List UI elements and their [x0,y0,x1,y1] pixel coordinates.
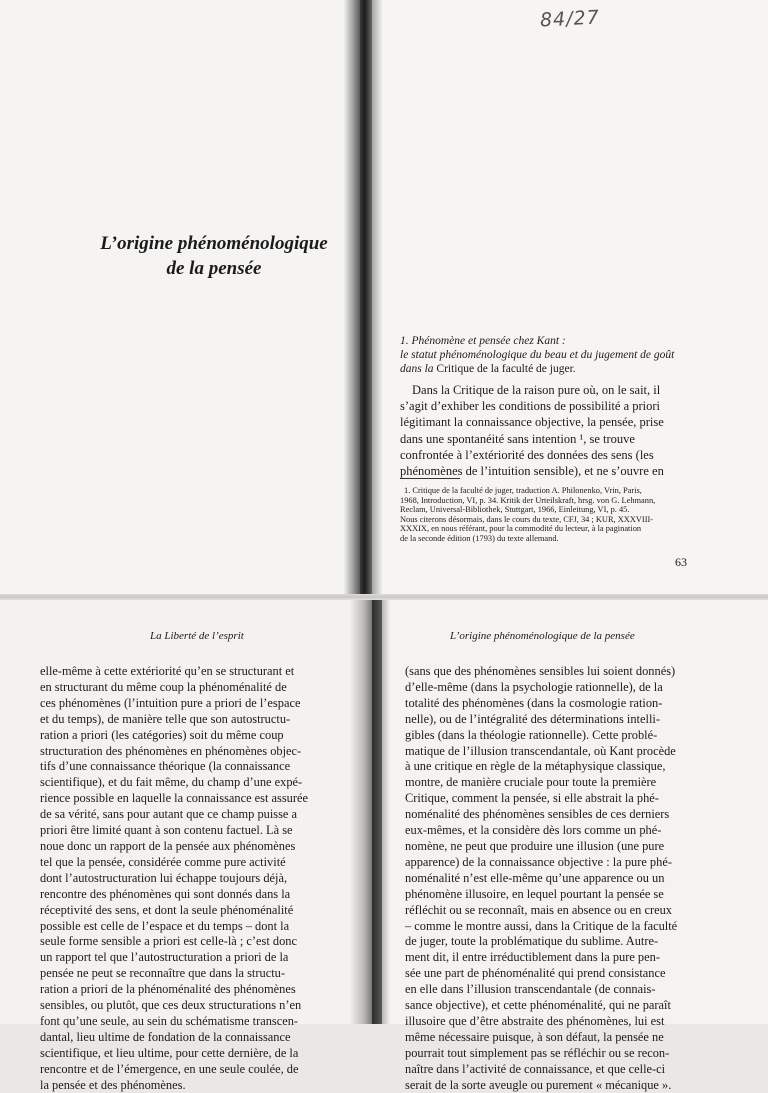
text-line: tifs d’une connaissance théorique (la connaissance [40,759,291,774]
text-line: en structurant du même coup la phénoménalité de [40,679,287,694]
text-line: scientifique, et lieu ultime, pour cette dernière, de la [40,1045,299,1060]
text-line: rencontre et de l’émergence, en une seule coulée, de [40,1061,299,1076]
book-gutter-shadow [350,598,372,1024]
book-gutter-highlight [372,0,382,596]
book-gutter-highlight [382,598,390,1024]
text-line: pourrait tout simplement pas se réfléchir ou se recon- [405,1045,670,1060]
text-line: possible est celle de l’espace et du temps – dont la [40,918,290,933]
text-line: même nécessaire puisque, à son défaut, la pensée ne [405,1029,664,1044]
text-line: rience possible en laquelle la connaissance est assurée [40,791,309,806]
text-line: Critique, comment la pensée, si elle abstrait la phé- [405,791,659,806]
text-line: structuration des phénomènes en phénomènes objec- [40,743,302,758]
text-line: noue donc un rapport de la pensée aux phénomènes [40,838,296,853]
footnote-line: 1. Critique de la faculté de juger, traduction A. Philonenko, Vrin, Paris, [404,486,642,495]
footnote-line: de la seconde édition (1793) du texte allemand. [400,534,559,543]
running-head-left: La Liberté de l’esprit [150,630,244,642]
text-line: ces phénomènes (l’intuition pure a priori de l’espace [40,695,301,710]
text-line: – comme le montre aussi, dans la Critique de la faculté [405,918,678,933]
book-gutter [360,0,372,596]
footnote-line: Nous citerons désormais, dans le cours du texte, CFJ, 34 ; KUR, XXXVIII- [400,514,654,524]
text-line: phénomène illusoire, en lequel pourtant la pensée se [405,886,664,901]
text-line: priori être limité quant à son contenu factuel. Là se [40,823,293,838]
body-line: Dans la Critique de la raison pure où, on le sait, il [412,383,661,397]
footnote-line: 1968, Introduction, VI, p. 34. Kritik der Urteilskraft, hrsg. von G. Lehmann, [400,495,656,505]
text-line: serait de la sorte aveugle ou purement « mécanique ». [405,1077,672,1092]
text-line: réfléchit ou se reconnaît, mais en absence ou en creux [405,902,672,917]
text-line: apparence) de la connaissance objective : la pure phé- [405,854,672,869]
footnote-line: Reclam, Universal-Bibliothek, Stuttgart, 1966, Einleitung, VI, p. 45. [400,505,630,515]
text-line: en elle dans l’illusion transcendantale (de connais- [405,982,656,997]
footnote-line: XXXIX, en nous référant, pour la commodité du lecteur, à la pagination [400,524,642,534]
body-line: s’agit d’exhiber les conditions de possibilité a priori [400,399,661,414]
text-line: ration a priori de la phénoménalité des phénomènes [40,982,296,997]
handwritten-note: 84/27 [539,6,601,32]
body-line: légitimant la connaissance objective, la pensée, prise [400,415,664,430]
text-line: eux-mêmes, et la considère dès lors comme un phé- [405,823,662,838]
text-line: gibles (dans la théologie rationnelle). Cette problé- [405,727,658,742]
body-line: confrontée à l’extériorité des données des sens (les [400,447,654,462]
text-line: dantal, lieu ultime de fondation de la connaissance [40,1029,291,1044]
text-line: matique de l’illusion transcendantale, où Kant procède [405,743,676,758]
text-line: font qu’une seule, au sein du schématisme transcen- [40,1013,299,1028]
text-line: sensibles, ou plutôt, que ces deux structurations n’en [40,998,302,1013]
text-line: sée une part de phénoménalité qui prend consistance [405,966,666,981]
text-line: la pensée et des phénomènes. [40,1077,186,1092]
section-heading-line1: 1. Phénomène et pensée chez Kant : [400,335,566,347]
text-line: naître dans l’activité de connaissance, et que celle-ci [405,1061,666,1076]
running-head-right: L’origine phénoménologique de la pensée [450,630,635,642]
text-line: tel que la pensée, considérée comme pure activité [40,854,286,869]
chapter-title-line1: L’origine phénoménologique [100,233,328,254]
section-heading-line2: le statut phénoménologique du beau et du jugement de goût [400,349,675,361]
text-line: scientifique), et du fait même, du champ d’une expé- [40,775,303,790]
text-line: (sans que des phénomènes sensibles lui soient donnés) [405,664,676,678]
text-line: d’elle-même (dans la psychologie rationnelle), de la [405,679,663,694]
text-line: elle-même à cette extériorité qu’en se structurant et [40,664,295,678]
text-line: ration a priori (les catégories) soit du même coup [40,727,284,742]
footnote-rule [400,478,460,479]
body-line: phénomènes de l’intuition sensible), et ne s’ouvre en [400,464,664,478]
text-line: de juger, toute la problématique du sublime. Autre- [405,934,659,949]
text-line: noménalité des phénomènes sensibles de ces derniers [405,807,670,822]
book-gutter-shadow [344,0,360,596]
text-line: totalité des phénomènes (dans la cosmologie ration- [405,695,663,710]
text-line: nomène, ne peut que produire une illusion (une pure [405,838,665,853]
page-number: 63 [675,555,687,569]
left-page-text [40,664,308,1093]
text-line: et du temps), de manière telle que son autostructu- [40,711,291,726]
text-line: réceptivité des sens, et dont la seule phénoménalité [40,902,294,917]
text-line: pensée ne peut se reconnaître que dans la structu- [40,966,285,981]
chapter-title-line2: de la pensée [166,258,262,279]
section-heading-line3: dans la Critique de la faculté de juger. [400,363,576,375]
body-line: dans une spontanéité sans intention ¹, se trouve [400,431,635,446]
text-line: nelle), ou de l’intégralité des déterminations intelli- [405,711,660,726]
text-line: ment dit, il entre irréductiblement dans la pure pen- [405,950,660,965]
right-page-text [405,664,677,1093]
text-line: noménalité n’est elle-même qu’une apparence ou un [405,870,665,885]
text-line: illusoire que d’être abstraite des phénomènes, lui est [405,1013,665,1028]
text-line: montre, de manière cruciale pour toute la première [405,775,657,790]
text-line: dont l’autostructuration lui échappe toujours déjà, [40,870,288,885]
text-line: de sa vérité, sans pour autant que ce champ puisse a [40,807,298,822]
text-line: seule forme sensible a priori est celle-là ; c’est donc [40,934,298,949]
text-line: sance objective), et cette phénoménalité, qui ne paraît [405,998,671,1013]
blank-left-page-top [0,0,360,596]
book-gutter [372,598,382,1024]
scan-seam [0,594,768,600]
text-line: un rapport tel que l’autostructuration a priori de la [40,950,289,965]
text-line: à une critique en règle de la métaphysique classique, [405,759,666,774]
text-line: rencontre des phénomènes qui sont donnés dans la [40,886,291,901]
